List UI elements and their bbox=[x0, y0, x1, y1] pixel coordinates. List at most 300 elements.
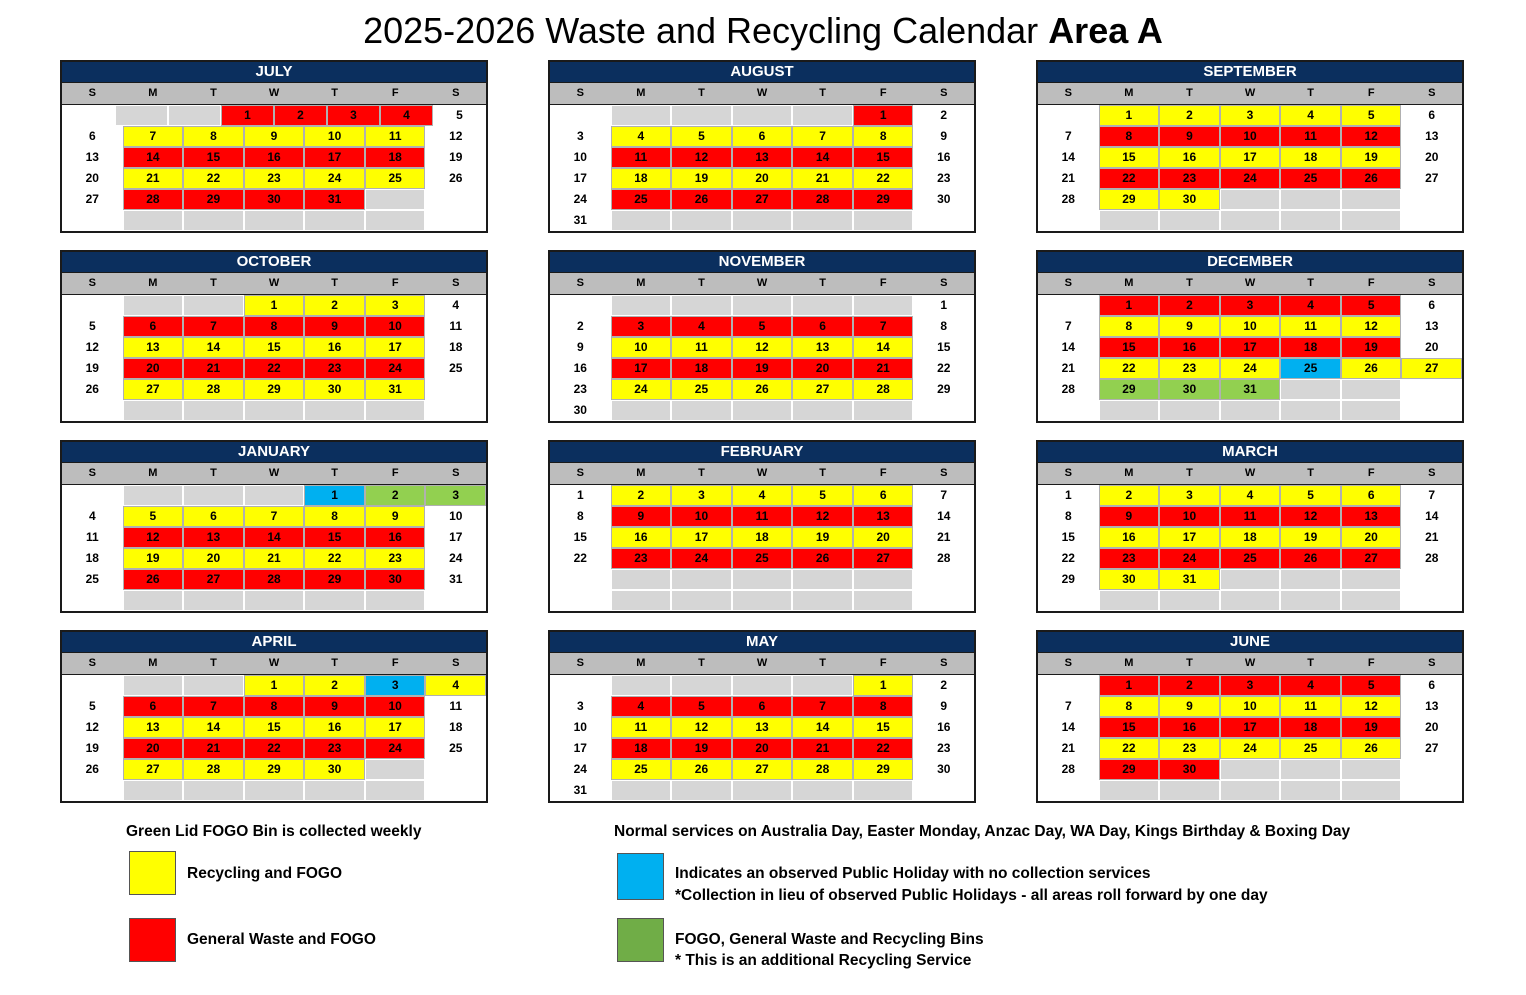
day-cell: 11 bbox=[365, 126, 426, 147]
day-cell: 26 bbox=[1341, 738, 1402, 759]
day-cell: 24 bbox=[365, 738, 426, 759]
day-cell bbox=[853, 590, 914, 611]
day-cell: 19 bbox=[1341, 147, 1402, 168]
day-cell: 2 bbox=[1099, 485, 1160, 506]
day-cell: 18 bbox=[1280, 717, 1341, 738]
day-cell bbox=[123, 780, 184, 801]
day-cell: 20 bbox=[732, 168, 793, 189]
weekday-header: S bbox=[1064, 277, 1072, 289]
week-row bbox=[62, 717, 486, 738]
day-cell: 30 bbox=[1099, 569, 1160, 590]
day-cell: 7 bbox=[244, 506, 305, 527]
weekday-header: S bbox=[88, 277, 96, 289]
day-cell: 28 bbox=[123, 189, 184, 210]
day-cell: 9 bbox=[611, 506, 672, 527]
day-cell: 29 bbox=[1099, 189, 1160, 210]
weekday-header: T bbox=[819, 467, 826, 479]
day-cell: 3 bbox=[550, 126, 611, 147]
day-cell: 4 bbox=[62, 506, 123, 527]
day-cell: 25 bbox=[62, 569, 123, 590]
weekday-header: W bbox=[268, 87, 280, 99]
day-cell: 20 bbox=[853, 527, 914, 548]
day-cell bbox=[1280, 189, 1341, 210]
day-cell: 27 bbox=[1401, 738, 1462, 759]
day-cell: 27 bbox=[853, 548, 914, 569]
day-cell: 3 bbox=[1159, 485, 1220, 506]
day-cell: 12 bbox=[1341, 316, 1402, 337]
day-cell: 14 bbox=[792, 147, 853, 168]
day-cell: 13 bbox=[732, 717, 793, 738]
day-cell bbox=[115, 105, 168, 126]
day-cell: 23 bbox=[1159, 168, 1220, 189]
day-cell: 31 bbox=[304, 189, 365, 210]
day-cell: 25 bbox=[611, 759, 672, 780]
day-cell: 30 bbox=[1159, 379, 1220, 400]
day-cell: 3 bbox=[671, 485, 732, 506]
weekday-header: S bbox=[1064, 467, 1072, 479]
day-cell: 21 bbox=[183, 358, 244, 379]
week-row bbox=[1038, 506, 1462, 527]
weekday-header-row bbox=[1038, 83, 1462, 105]
day-cell bbox=[425, 590, 486, 611]
week-row bbox=[1038, 295, 1462, 316]
weekday-header: T bbox=[1186, 657, 1193, 669]
day-cell bbox=[1280, 590, 1341, 611]
day-cell: 29 bbox=[853, 759, 914, 780]
weekday-header: S bbox=[940, 467, 948, 479]
day-cell: 27 bbox=[62, 189, 123, 210]
day-cell bbox=[62, 675, 123, 696]
day-cell: 7 bbox=[1038, 316, 1099, 337]
weekday-header: F bbox=[1367, 467, 1375, 479]
weekday-header: T bbox=[819, 87, 826, 99]
day-cell: 9 bbox=[1159, 696, 1220, 717]
weekday-header: F bbox=[1367, 657, 1375, 669]
day-cell: 30 bbox=[550, 400, 611, 421]
weekday-header: T bbox=[1186, 277, 1193, 289]
day-cell: 8 bbox=[1038, 506, 1099, 527]
day-cell: 26 bbox=[1341, 358, 1402, 379]
weekday-header: W bbox=[268, 467, 280, 479]
day-cell bbox=[1220, 400, 1281, 421]
day-cell: 30 bbox=[304, 379, 365, 400]
day-cell: 14 bbox=[123, 147, 184, 168]
week-row bbox=[62, 295, 486, 316]
day-cell: 2 bbox=[550, 316, 611, 337]
day-cell bbox=[1099, 780, 1160, 801]
day-cell bbox=[1401, 780, 1462, 801]
day-cell: 24 bbox=[425, 548, 486, 569]
day-cell: 2 bbox=[913, 105, 974, 126]
weekday-header-row bbox=[550, 463, 974, 485]
day-cell: 19 bbox=[425, 147, 486, 168]
week-row bbox=[550, 780, 974, 801]
day-cell: 6 bbox=[1401, 675, 1462, 696]
day-cell bbox=[244, 485, 305, 506]
day-cell: 8 bbox=[244, 316, 305, 337]
day-cell: 29 bbox=[913, 379, 974, 400]
day-cell bbox=[1401, 569, 1462, 590]
day-cell bbox=[792, 590, 853, 611]
day-cell: 2 bbox=[304, 675, 365, 696]
weekday-header: T bbox=[819, 657, 826, 669]
day-cell bbox=[611, 569, 672, 590]
day-cell: 16 bbox=[550, 358, 611, 379]
weekday-header: F bbox=[879, 87, 887, 99]
day-cell: 2 bbox=[1159, 675, 1220, 696]
day-cell bbox=[550, 675, 611, 696]
day-cell bbox=[1280, 780, 1341, 801]
week-row bbox=[1038, 548, 1462, 569]
week-row bbox=[62, 337, 486, 358]
week-row bbox=[550, 548, 974, 569]
day-cell: 6 bbox=[62, 126, 123, 147]
day-cell: 28 bbox=[792, 759, 853, 780]
day-cell: 14 bbox=[183, 717, 244, 738]
day-cell: 11 bbox=[671, 337, 732, 358]
day-cell bbox=[671, 295, 732, 316]
day-cell: 11 bbox=[732, 506, 793, 527]
week-row bbox=[62, 210, 486, 231]
weekday-header: W bbox=[1244, 467, 1256, 479]
day-cell: 18 bbox=[1280, 337, 1341, 358]
day-cell: 28 bbox=[1038, 759, 1099, 780]
day-cell bbox=[671, 590, 732, 611]
week-row bbox=[1038, 485, 1462, 506]
week-row bbox=[1038, 147, 1462, 168]
day-cell bbox=[611, 780, 672, 801]
day-cell: 16 bbox=[1159, 147, 1220, 168]
day-cell: 24 bbox=[1220, 358, 1281, 379]
day-cell: 27 bbox=[1341, 548, 1402, 569]
day-cell: 8 bbox=[853, 126, 914, 147]
weekday-header-row bbox=[1038, 273, 1462, 295]
day-cell: 1 bbox=[853, 105, 914, 126]
day-cell: 18 bbox=[425, 717, 486, 738]
day-cell: 20 bbox=[732, 738, 793, 759]
week-row bbox=[1038, 527, 1462, 548]
day-cell: 4 bbox=[380, 105, 433, 126]
day-cell bbox=[1341, 400, 1402, 421]
day-cell: 17 bbox=[550, 168, 611, 189]
week-row bbox=[550, 295, 974, 316]
month-january bbox=[60, 440, 488, 613]
day-cell: 16 bbox=[304, 717, 365, 738]
day-cell: 13 bbox=[62, 147, 123, 168]
legend-public-holiday-swatch bbox=[617, 853, 664, 900]
day-cell: 18 bbox=[1280, 147, 1341, 168]
day-cell: 7 bbox=[183, 696, 244, 717]
weekday-header: W bbox=[1244, 87, 1256, 99]
day-cell: 30 bbox=[304, 759, 365, 780]
day-cell: 26 bbox=[1280, 548, 1341, 569]
day-cell: 29 bbox=[1038, 569, 1099, 590]
week-row bbox=[1038, 337, 1462, 358]
day-cell bbox=[1341, 590, 1402, 611]
day-cell bbox=[62, 780, 123, 801]
weekday-header: F bbox=[879, 277, 887, 289]
day-cell bbox=[1280, 379, 1341, 400]
day-cell: 17 bbox=[304, 147, 365, 168]
week-row bbox=[62, 189, 486, 210]
day-cell bbox=[611, 400, 672, 421]
week-row bbox=[550, 738, 974, 759]
day-cell: 3 bbox=[365, 675, 426, 696]
day-cell: 17 bbox=[1220, 717, 1281, 738]
day-cell: 5 bbox=[671, 126, 732, 147]
day-cell: 12 bbox=[62, 717, 123, 738]
day-cell: 4 bbox=[425, 675, 486, 696]
day-cell: 1 bbox=[1099, 675, 1160, 696]
day-cell: 16 bbox=[913, 147, 974, 168]
day-cell: 31 bbox=[550, 780, 611, 801]
legend-fogo-weekly: Green Lid FOGO Bin is collected weekly bbox=[126, 823, 422, 840]
day-cell: 14 bbox=[1038, 337, 1099, 358]
day-cell: 3 bbox=[550, 696, 611, 717]
week-row bbox=[1038, 126, 1462, 147]
day-cell: 4 bbox=[1280, 675, 1341, 696]
day-cell bbox=[62, 590, 123, 611]
day-cell: 27 bbox=[183, 569, 244, 590]
weekday-header: T bbox=[1307, 87, 1314, 99]
day-cell: 21 bbox=[853, 358, 914, 379]
day-cell: 27 bbox=[123, 379, 184, 400]
day-cell bbox=[611, 590, 672, 611]
day-cell: 11 bbox=[62, 527, 123, 548]
weekday-header: T bbox=[698, 277, 705, 289]
day-cell: 4 bbox=[732, 485, 793, 506]
day-cell: 7 bbox=[183, 316, 244, 337]
day-cell: 12 bbox=[425, 126, 486, 147]
day-cell bbox=[425, 400, 486, 421]
weekday-header: W bbox=[756, 657, 768, 669]
day-cell: 26 bbox=[123, 569, 184, 590]
day-cell bbox=[123, 675, 184, 696]
day-cell: 9 bbox=[1159, 126, 1220, 147]
week-row bbox=[1038, 717, 1462, 738]
day-cell: 21 bbox=[913, 527, 974, 548]
day-cell: 1 bbox=[244, 295, 305, 316]
day-cell: 2 bbox=[365, 485, 426, 506]
day-cell bbox=[550, 105, 611, 126]
week-row bbox=[1038, 759, 1462, 780]
weekday-header: W bbox=[756, 277, 768, 289]
day-cell bbox=[1159, 400, 1220, 421]
day-cell: 28 bbox=[183, 759, 244, 780]
day-cell: 25 bbox=[1280, 738, 1341, 759]
day-cell bbox=[792, 295, 853, 316]
day-cell: 17 bbox=[550, 738, 611, 759]
day-cell: 15 bbox=[244, 337, 305, 358]
weekday-header: F bbox=[1367, 277, 1375, 289]
weekday-header-row bbox=[1038, 463, 1462, 485]
day-cell: 31 bbox=[1220, 379, 1281, 400]
weekday-header: T bbox=[210, 467, 217, 479]
day-cell: 15 bbox=[853, 717, 914, 738]
month-march bbox=[1036, 440, 1464, 613]
day-cell: 9 bbox=[1159, 316, 1220, 337]
day-cell bbox=[732, 590, 793, 611]
day-cell: 3 bbox=[327, 105, 380, 126]
day-cell: 10 bbox=[1220, 316, 1281, 337]
day-cell bbox=[62, 105, 115, 126]
weekday-header: M bbox=[1124, 277, 1134, 289]
day-cell bbox=[550, 569, 611, 590]
day-cell bbox=[732, 210, 793, 231]
weekday-header: W bbox=[756, 467, 768, 479]
day-cell: 13 bbox=[123, 717, 184, 738]
day-cell: 13 bbox=[123, 337, 184, 358]
day-cell: 17 bbox=[365, 717, 426, 738]
month-title: JULY bbox=[62, 62, 486, 83]
weekday-header: W bbox=[268, 657, 280, 669]
day-cell: 17 bbox=[1159, 527, 1220, 548]
day-cell: 18 bbox=[425, 337, 486, 358]
week-row bbox=[1038, 168, 1462, 189]
weekday-header: S bbox=[1428, 277, 1436, 289]
week-row bbox=[550, 527, 974, 548]
day-cell bbox=[1401, 379, 1462, 400]
day-cell: 2 bbox=[304, 295, 365, 316]
day-cell: 19 bbox=[732, 358, 793, 379]
day-cell: 21 bbox=[1401, 527, 1462, 548]
day-cell: 20 bbox=[62, 168, 123, 189]
day-cell: 10 bbox=[1220, 696, 1281, 717]
week-row bbox=[62, 548, 486, 569]
day-cell: 21 bbox=[123, 168, 184, 189]
day-cell bbox=[611, 675, 672, 696]
week-row bbox=[550, 316, 974, 337]
day-cell: 19 bbox=[671, 168, 732, 189]
legend-general-waste-swatch bbox=[129, 918, 176, 962]
legend-public-holiday-label: Indicates an observed Public Holiday with no collection services bbox=[675, 865, 1151, 882]
weekday-header: T bbox=[819, 277, 826, 289]
weekday-header: S bbox=[576, 467, 584, 479]
weekday-header: S bbox=[452, 277, 460, 289]
day-cell: 20 bbox=[183, 548, 244, 569]
day-cell: 26 bbox=[1341, 168, 1402, 189]
day-cell: 20 bbox=[123, 738, 184, 759]
day-cell bbox=[913, 780, 974, 801]
day-cell bbox=[365, 759, 426, 780]
day-cell bbox=[550, 590, 611, 611]
day-cell: 24 bbox=[550, 759, 611, 780]
week-row bbox=[62, 590, 486, 611]
day-cell: 6 bbox=[1341, 485, 1402, 506]
day-cell: 19 bbox=[62, 358, 123, 379]
day-cell bbox=[1220, 780, 1281, 801]
day-cell: 24 bbox=[1159, 548, 1220, 569]
day-cell: 29 bbox=[244, 759, 305, 780]
day-cell: 15 bbox=[550, 527, 611, 548]
day-cell: 20 bbox=[1341, 527, 1402, 548]
day-cell bbox=[1220, 569, 1281, 590]
day-cell: 26 bbox=[732, 379, 793, 400]
week-row bbox=[550, 506, 974, 527]
day-cell: 21 bbox=[183, 738, 244, 759]
day-cell: 15 bbox=[1099, 147, 1160, 168]
day-cell: 30 bbox=[365, 569, 426, 590]
day-cell bbox=[1099, 590, 1160, 611]
day-cell bbox=[792, 105, 853, 126]
month-title: SEPTEMBER bbox=[1038, 62, 1462, 83]
day-cell: 18 bbox=[365, 147, 426, 168]
day-cell bbox=[365, 210, 426, 231]
weekday-header: T bbox=[698, 87, 705, 99]
day-cell bbox=[183, 485, 244, 506]
weekday-header: T bbox=[698, 467, 705, 479]
day-cell: 23 bbox=[244, 168, 305, 189]
legend-recycling-label: Recycling and FOGO bbox=[187, 865, 343, 882]
day-cell bbox=[244, 210, 305, 231]
day-cell bbox=[425, 379, 486, 400]
day-cell: 28 bbox=[1038, 379, 1099, 400]
day-cell: 28 bbox=[853, 379, 914, 400]
day-cell: 13 bbox=[792, 337, 853, 358]
month-title: MAY bbox=[550, 632, 974, 653]
day-cell: 13 bbox=[853, 506, 914, 527]
day-cell bbox=[853, 569, 914, 590]
day-cell bbox=[732, 675, 793, 696]
day-cell: 10 bbox=[304, 126, 365, 147]
weekday-header: S bbox=[1428, 467, 1436, 479]
day-cell bbox=[365, 780, 426, 801]
day-cell: 3 bbox=[425, 485, 486, 506]
day-cell: 19 bbox=[1341, 717, 1402, 738]
day-cell: 15 bbox=[1038, 527, 1099, 548]
weekday-header: M bbox=[636, 277, 646, 289]
week-row bbox=[550, 759, 974, 780]
day-cell bbox=[1099, 210, 1160, 231]
day-cell: 5 bbox=[62, 316, 123, 337]
day-cell: 11 bbox=[1280, 126, 1341, 147]
day-cell: 30 bbox=[1159, 189, 1220, 210]
weekday-header: F bbox=[879, 657, 887, 669]
day-cell bbox=[611, 295, 672, 316]
month-july bbox=[60, 60, 488, 233]
legend-all-bins-label: FOGO, General Waste and Recycling Bins bbox=[675, 931, 984, 948]
month-title: MARCH bbox=[1038, 442, 1462, 463]
day-cell bbox=[913, 590, 974, 611]
day-cell bbox=[1401, 590, 1462, 611]
month-september bbox=[1036, 60, 1464, 233]
day-cell: 5 bbox=[433, 105, 486, 126]
day-cell bbox=[732, 780, 793, 801]
weekday-header: W bbox=[1244, 657, 1256, 669]
weekday-header: T bbox=[1307, 467, 1314, 479]
day-cell: 9 bbox=[1099, 506, 1160, 527]
day-cell bbox=[671, 400, 732, 421]
weekday-header: S bbox=[88, 657, 96, 669]
weekday-header: S bbox=[1428, 657, 1436, 669]
day-cell bbox=[1038, 105, 1099, 126]
day-cell bbox=[1280, 569, 1341, 590]
day-cell bbox=[732, 295, 793, 316]
day-cell bbox=[853, 295, 914, 316]
month-december bbox=[1036, 250, 1464, 423]
month-title: APRIL bbox=[62, 632, 486, 653]
day-cell bbox=[123, 295, 184, 316]
day-cell: 14 bbox=[853, 337, 914, 358]
day-cell: 6 bbox=[1401, 105, 1462, 126]
day-cell bbox=[1341, 780, 1402, 801]
week-row bbox=[550, 105, 974, 126]
day-cell: 1 bbox=[1099, 105, 1160, 126]
day-cell: 16 bbox=[244, 147, 305, 168]
day-cell: 20 bbox=[1401, 337, 1462, 358]
day-cell: 21 bbox=[1038, 358, 1099, 379]
day-cell: 16 bbox=[365, 527, 426, 548]
